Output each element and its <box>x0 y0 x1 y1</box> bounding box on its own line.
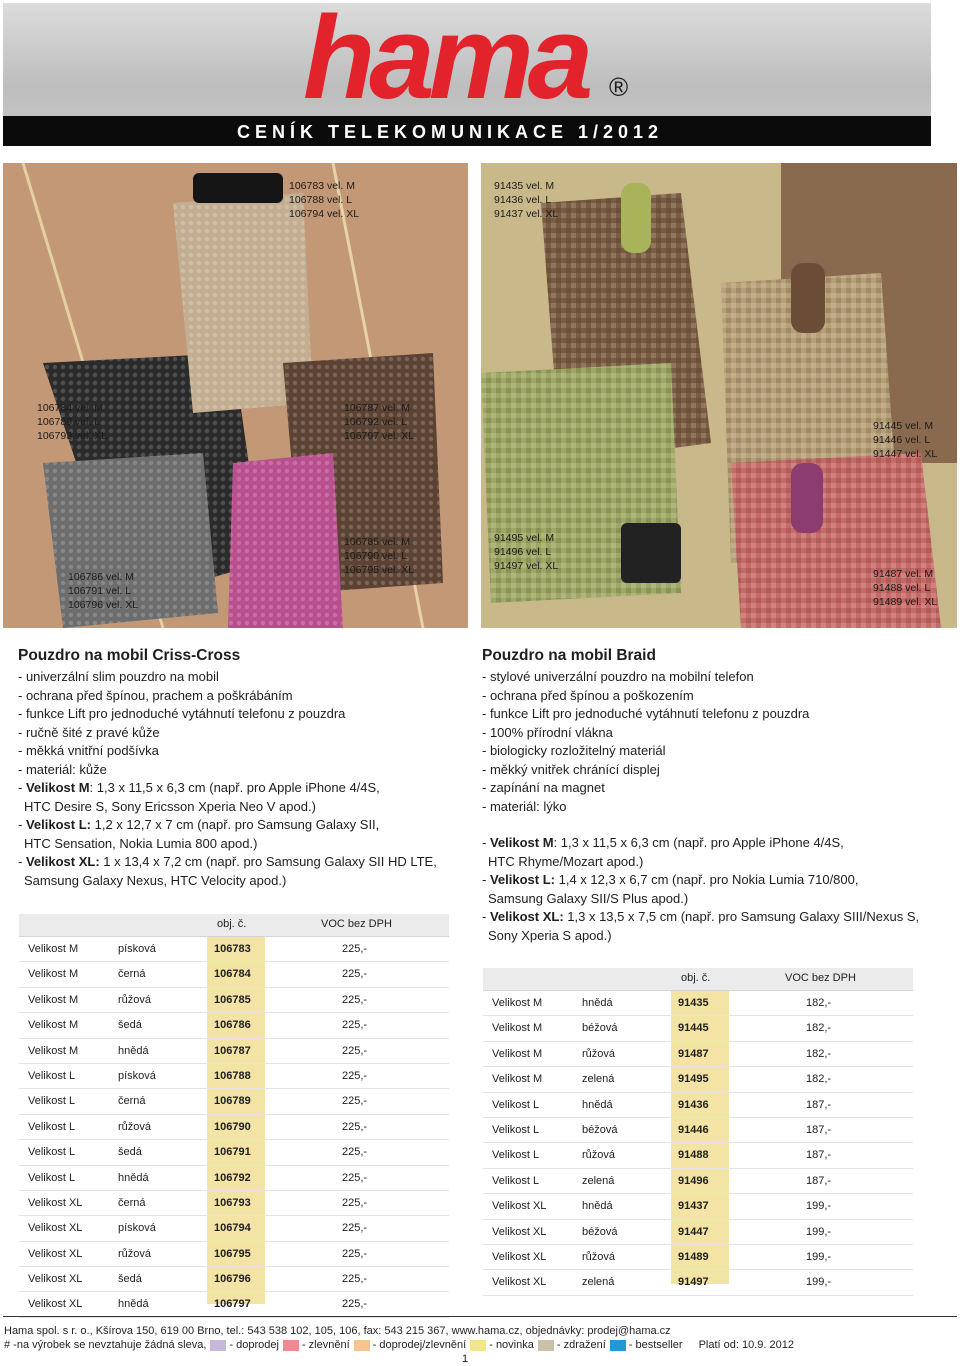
cell-color: růžová <box>582 1047 616 1060</box>
size-line-cont: HTC Rhyme/Mozart apod.) <box>488 853 644 869</box>
price-table-criss-cross <box>19 914 449 1318</box>
legend-swatch <box>210 1340 226 1351</box>
cell-code: 91487 <box>678 1047 709 1060</box>
cell-color: písková <box>118 1222 156 1235</box>
size-line: - Velikost M: 1,3 x 11,5 x 6,3 cm (např. pro Apple iPhone 4/4S, <box>18 780 380 795</box>
table-row <box>483 1093 913 1118</box>
cell-color: růžová <box>118 1120 152 1133</box>
cell-size: Velikost XL <box>28 1273 83 1286</box>
cell-size: Velikost M <box>492 1022 543 1035</box>
cell-size: Velikost XL <box>28 1247 83 1260</box>
label-line: 91436 vel. L <box>494 194 552 206</box>
table-row <box>483 991 913 1016</box>
cell-code: 91437 <box>678 1200 709 1213</box>
cell-price: 225,- <box>342 1044 368 1057</box>
cell-price: 199,- <box>806 1250 832 1263</box>
cell-size: Velikost M <box>28 943 79 955</box>
label-line: 91488 vel. L <box>873 582 931 594</box>
cell-color: béžová <box>582 1022 618 1035</box>
header-code: obj. č. <box>217 918 247 930</box>
cell-price: 187,- <box>806 1149 832 1162</box>
cell-code: 91436 <box>678 1098 709 1111</box>
label-line: 91446 vel. L <box>873 434 931 446</box>
cell-size: Velikost M <box>28 993 79 1006</box>
cell-code: 106791 <box>214 1146 251 1159</box>
cell-price: 182,- <box>806 997 832 1009</box>
cell-color: zelená <box>582 1276 615 1289</box>
cell-color: hnědá <box>582 1200 613 1213</box>
feature-line: - funkce Lift pro jednoduché vytáhnutí telefonu z pouzdra <box>482 706 810 721</box>
legend-label: - novinka <box>489 1339 534 1351</box>
cell-code: 91488 <box>678 1149 709 1162</box>
feature-line: - biologicky rozložitelný materiál <box>482 743 666 758</box>
cell-price: 225,- <box>342 1069 368 1082</box>
cell-color: šedá <box>118 1146 142 1159</box>
cell-size: Velikost XL <box>492 1250 547 1263</box>
feature-line: - ochrana před špínou a poškozením <box>482 687 694 703</box>
cell-size: Velikost L <box>492 1149 540 1162</box>
product-criss-cross <box>18 646 468 890</box>
cell-color: černá <box>118 1196 146 1209</box>
table-row <box>19 1115 449 1140</box>
table-row <box>483 1118 913 1143</box>
valid-from: Platí od: 10.9. 2012 <box>698 1339 794 1351</box>
cell-code: 106795 <box>214 1247 251 1260</box>
cell-color: šedá <box>118 1273 142 1286</box>
cell-code: 91496 <box>678 1174 709 1187</box>
cell-size: Velikost XL <box>28 1196 83 1209</box>
cell-price: 187,- <box>806 1098 832 1111</box>
label-line: 106797 vel. XL <box>344 430 415 442</box>
feature-line: - zapínání na magnet <box>482 780 605 795</box>
cell-price: 225,- <box>342 1146 368 1159</box>
label-group-braid-pink <box>873 567 937 609</box>
cell-color: zelená <box>582 1073 615 1086</box>
cell-color: hnědá <box>118 1171 149 1184</box>
table-row <box>19 1039 449 1064</box>
label-line: 106792 vel. L <box>344 416 408 428</box>
cell-code: 106796 <box>214 1273 251 1286</box>
cell-code: 106789 <box>214 1095 251 1108</box>
legend-swatch <box>283 1340 299 1351</box>
label-line: 91495 vel. M <box>494 532 555 544</box>
cell-code: 91497 <box>678 1276 709 1289</box>
size-line: - Velikost L: 1,4 x 12,3 x 6,7 cm (např. pro Nokia Lumia 710/800, <box>482 872 859 887</box>
cell-price: 199,- <box>806 1225 832 1238</box>
legend-label: - bestseller <box>628 1339 683 1351</box>
label-line: 106787 vel. M <box>344 402 410 414</box>
cell-code: 106783 <box>214 943 251 955</box>
feature-line: - ochrana před špínou, prachem a poškrábáním <box>18 687 293 703</box>
cell-size: Velikost XL <box>492 1200 547 1213</box>
table-row <box>483 1042 913 1067</box>
label-line: 91445 vel. M <box>873 420 934 432</box>
feature-line: - ručně šité z pravé kůže <box>18 724 160 740</box>
cell-size: Velikost M <box>28 1044 79 1057</box>
table-row <box>19 1140 449 1165</box>
registered-mark: ® <box>609 72 629 102</box>
cell-color: růžová <box>582 1250 616 1263</box>
legend-swatch <box>354 1340 370 1351</box>
footer-company: Hama spol. s r. o., Kšírova 150, 619 00 Brno, tel.: 543 538 102, 105, 106, fax: 543 215 367, www.hama.cz, objednávky: prodej@hama.cz <box>4 1325 671 1337</box>
cell-size: Velikost L <box>28 1146 76 1159</box>
cell-price: 225,- <box>342 968 368 981</box>
label-group-black <box>37 401 107 443</box>
cell-price: 225,- <box>342 943 368 955</box>
cell-color: šedá <box>118 1019 142 1032</box>
size-line: - Velikost M: 1,3 x 11,5 x 6,3 cm (např. pro Apple iPhone 4/4S, <box>482 835 844 850</box>
cell-price: 182,- <box>806 1047 832 1060</box>
cell-price: 225,- <box>342 1273 368 1286</box>
cell-code: 91446 <box>678 1123 709 1136</box>
cell-price: 225,- <box>342 1298 368 1311</box>
cell-size: Velikost XL <box>492 1225 547 1238</box>
feature-line: - materiál: kůže <box>18 761 107 777</box>
header-price: VOC bez DPH <box>785 972 856 984</box>
cell-color: béžová <box>582 1123 618 1136</box>
label-line: 106793 vel. XL <box>37 430 108 442</box>
table-row <box>19 1089 449 1114</box>
cell-size: Velikost XL <box>492 1276 547 1289</box>
cell-code: 106784 <box>214 968 251 981</box>
cell-size: Velikost XL <box>28 1298 83 1311</box>
page-header <box>3 3 931 143</box>
product-braid <box>482 646 952 945</box>
table-row <box>19 1013 449 1038</box>
table-header <box>19 914 449 937</box>
cell-color: růžová <box>118 993 152 1006</box>
cell-color: hnědá <box>118 1298 149 1311</box>
cell-size: Velikost L <box>28 1120 76 1133</box>
cell-code: 91435 <box>678 997 709 1009</box>
cell-price: 225,- <box>342 1247 368 1260</box>
cell-price: 225,- <box>342 1019 368 1032</box>
cell-price: 182,- <box>806 1022 832 1035</box>
label-line: 91497 vel. XL <box>494 560 559 572</box>
label-line: 106784 vel. M <box>37 402 103 414</box>
cell-color: černá <box>118 968 146 981</box>
feature-line: - 100% přírodní vlákna <box>482 724 613 740</box>
legend-label: - zlevnění <box>301 1339 350 1351</box>
table-row <box>19 988 449 1013</box>
cell-size: Velikost M <box>28 968 79 981</box>
label-group-braid-brown <box>494 179 558 221</box>
cell-code: 106785 <box>214 993 251 1006</box>
label-group-grey <box>68 570 138 612</box>
cell-code: 91445 <box>678 1022 709 1035</box>
table-row <box>19 1242 449 1267</box>
label-line: 106785 vel. M <box>344 536 410 548</box>
header-price: VOC bez DPH <box>321 918 392 930</box>
label-line: 91489 vel. XL <box>873 596 938 608</box>
feature-line: - stylové univerzální pouzdro na mobilní telefon <box>482 669 754 684</box>
size-line-cont: Samsung Galaxy Nexus, HTC Velocity apod.) <box>24 872 287 888</box>
page-number: 1 <box>462 1353 469 1365</box>
size-line-cont: HTC Desire S, Sony Ericsson Xperia Neo V apod.) <box>24 798 316 814</box>
size-line: - Velikost XL: 1 x 13,4 x 7,2 cm (např. pro Samsung Galaxy SII HD LTE, <box>18 854 437 869</box>
cell-code: 106786 <box>214 1019 251 1032</box>
feature-line: - měkký vnitřek chránící displej <box>482 761 660 777</box>
cell-code: 106792 <box>214 1171 251 1184</box>
hama-logo <box>303 3 643 103</box>
cell-code: 91489 <box>678 1250 709 1263</box>
label-line: 106783 vel. M <box>289 180 355 192</box>
size-line-cont: HTC Sensation, Nokia Lumia 800 apod.) <box>24 835 258 851</box>
cell-size: Velikost M <box>492 1047 543 1060</box>
cell-code: 91495 <box>678 1073 709 1086</box>
cell-size: Velikost L <box>492 1174 540 1187</box>
feature-line: - měkká vnitřní podšívka <box>18 743 159 758</box>
product-title: Pouzdro na mobil Criss-Cross <box>18 647 241 664</box>
label-group-braid-green <box>494 531 558 573</box>
table-row <box>19 1166 449 1191</box>
cell-size: Velikost M <box>28 1019 79 1032</box>
footer-rule <box>3 1316 957 1317</box>
table-row <box>483 1169 913 1194</box>
label-line: 91496 vel. L <box>494 546 552 558</box>
page-title: CENÍK TELEKOMUNIKACE 1/2012 <box>237 122 664 142</box>
label-group-brown <box>344 401 414 443</box>
cell-code: 106790 <box>214 1120 251 1133</box>
cell-price: 225,- <box>342 1196 368 1209</box>
cell-code: 106788 <box>214 1069 251 1082</box>
legend-label: - doprodej/zlevnění <box>372 1339 467 1351</box>
table-row <box>19 962 449 987</box>
table-row <box>483 1270 913 1295</box>
cell-size: Velikost XL <box>28 1222 83 1235</box>
label-group-pink <box>344 535 414 577</box>
cell-size: Velikost L <box>492 1098 540 1111</box>
feature-line: - funkce Lift pro jednoduché vytáhnutí telefonu z pouzdra <box>18 706 346 721</box>
header-code: obj. č. <box>681 972 711 984</box>
cell-code: 106793 <box>214 1196 251 1209</box>
size-line-cont: Sony Xperia S apod.) <box>488 927 612 943</box>
table-header <box>483 968 913 991</box>
cell-price: 225,- <box>342 1171 368 1184</box>
feature-line: - univerzální slim pouzdro na mobil <box>18 669 219 684</box>
cell-size: Velikost L <box>28 1171 76 1184</box>
label-group-sand <box>289 179 359 221</box>
feature-line: - materiál: lýko <box>482 798 567 814</box>
legend-swatch <box>470 1340 486 1351</box>
table-row <box>483 1220 913 1245</box>
label-line: 91437 vel. XL <box>494 208 559 220</box>
cell-size: Velikost L <box>28 1095 76 1108</box>
cell-price: 187,- <box>806 1174 832 1187</box>
cell-code: 106794 <box>214 1222 251 1235</box>
label-line: 106789 vel. L <box>37 416 101 428</box>
cell-price: 199,- <box>806 1200 832 1213</box>
cell-code: 106787 <box>214 1044 251 1057</box>
label-group-braid-beige <box>873 419 937 461</box>
table-row <box>19 1216 449 1241</box>
size-line: - Velikost XL: 1,3 x 13,5 x 7,5 cm (např. pro Samsung Galaxy SIII/Nexus S, <box>482 909 920 924</box>
table-row <box>483 1067 913 1092</box>
label-line: 106786 vel. M <box>68 571 134 583</box>
cell-code: 91447 <box>678 1225 709 1238</box>
legend-swatch <box>610 1340 626 1351</box>
cell-color: černá <box>118 1095 146 1108</box>
cell-price: 225,- <box>342 993 368 1006</box>
cell-size: Velikost L <box>492 1123 540 1136</box>
cell-color: písková <box>118 943 156 955</box>
label-line: 106791 vel. L <box>68 585 132 597</box>
cell-code: 106797 <box>214 1298 251 1311</box>
size-line: - Velikost L: 1,2 x 12,7 x 7 cm (např. pro Samsung Galaxy SII, <box>18 817 380 832</box>
table-row <box>483 1245 913 1270</box>
legend-swatch <box>538 1340 554 1351</box>
cell-color: béžová <box>582 1225 618 1238</box>
cell-size: Velikost L <box>28 1069 76 1082</box>
cell-color: hnědá <box>118 1044 149 1057</box>
table-row <box>483 1143 913 1168</box>
cell-price: 187,- <box>806 1123 832 1136</box>
footer-legend <box>4 1339 794 1351</box>
table-row <box>19 1292 449 1317</box>
table-row <box>19 1191 449 1216</box>
cell-price: 199,- <box>806 1276 832 1289</box>
cell-color: růžová <box>582 1149 616 1162</box>
cell-price: 225,- <box>342 1222 368 1235</box>
cell-color: písková <box>118 1069 156 1082</box>
table-row <box>19 1267 449 1292</box>
cell-size: Velikost M <box>492 997 543 1009</box>
label-line: 91447 vel. XL <box>873 448 938 460</box>
cell-color: hnědá <box>582 1098 613 1111</box>
product-title: Pouzdro na mobil Braid <box>482 647 656 664</box>
price-table-braid <box>483 968 913 1296</box>
label-line: 106788 vel. L <box>289 194 353 206</box>
size-line-cont: Samsung Galaxy SII/S Plus apod.) <box>488 890 689 906</box>
cell-color: zelená <box>582 1174 615 1187</box>
table-row <box>483 1194 913 1219</box>
label-line: 91487 vel. M <box>873 568 934 580</box>
label-line: 91435 vel. M <box>494 180 555 192</box>
cell-price: 182,- <box>806 1073 832 1086</box>
cell-size: Velikost M <box>492 1073 543 1086</box>
table-row <box>483 1016 913 1041</box>
cell-price: 225,- <box>342 1095 368 1108</box>
cell-color: růžová <box>118 1247 152 1260</box>
table-row <box>19 937 449 962</box>
label-line: 106790 vel. L <box>344 550 408 562</box>
table-row <box>19 1064 449 1089</box>
label-line: 106795 vel. XL <box>344 564 415 576</box>
label-line: 106796 vel. XL <box>68 599 139 611</box>
cell-price: 225,- <box>342 1120 368 1133</box>
legend-label: - zdražení <box>556 1339 606 1351</box>
label-line: 106794 vel. XL <box>289 208 360 220</box>
logo-text: hama <box>303 3 588 103</box>
legend-label: - doprodej <box>229 1339 279 1351</box>
cell-color: hnědá <box>582 997 613 1009</box>
legend-prefix: # -na výrobek se nevztahuje žádná sleva, <box>4 1339 207 1351</box>
